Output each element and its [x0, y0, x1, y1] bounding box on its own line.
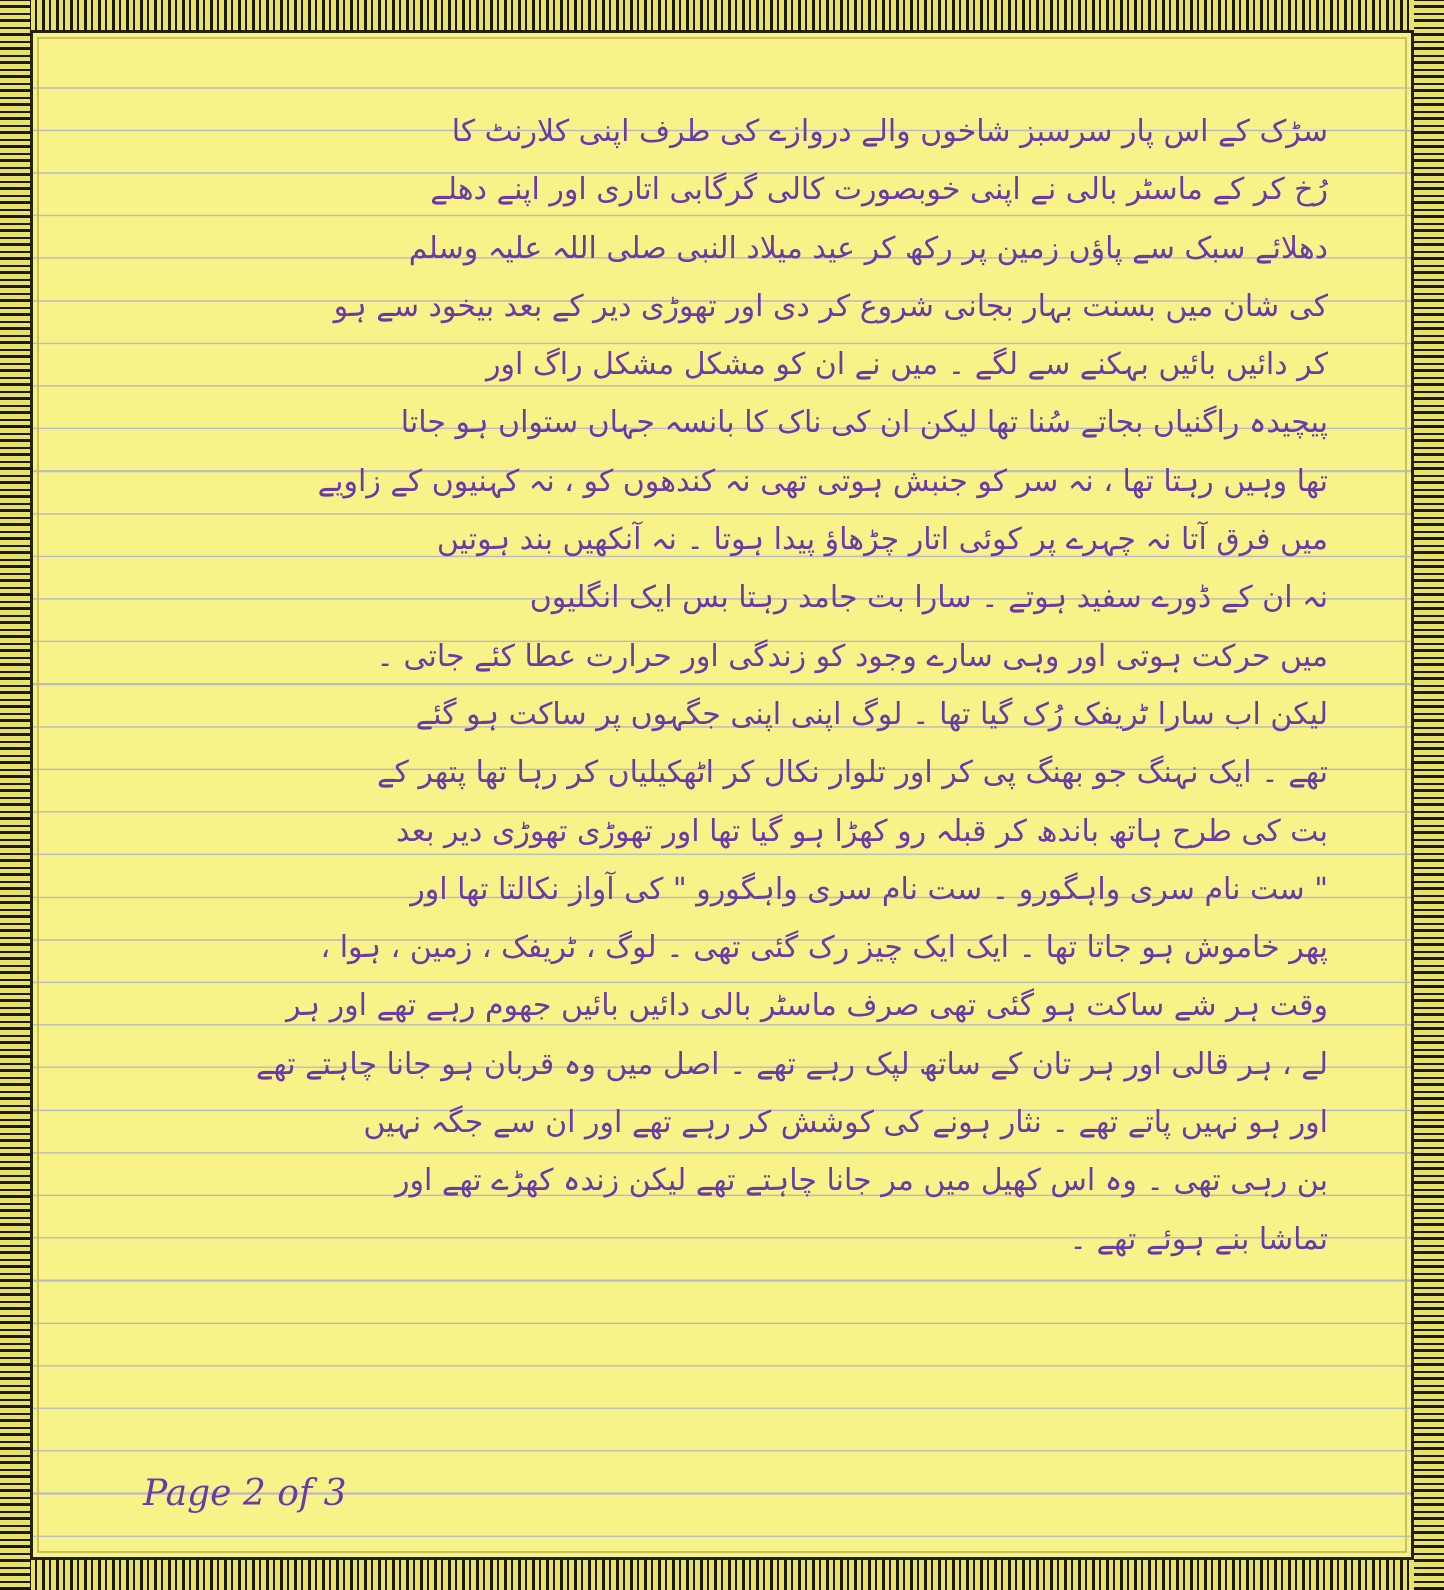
lined-paper: [30, 30, 1414, 1560]
text-line-15: پھر خاموش ہو جاتا تھا ۔ ایک ایک چیز رک گئی تھی ۔ لوگ ، ٹریفک ، زمین ، ہوا ،: [320, 930, 1328, 966]
page-number: Page 2 of 3: [143, 1473, 347, 1514]
text-line-5: کر دائیں بائیں بہکنے سے لگے ۔ میں نے ان کو مشکل مشکل راگ اور: [486, 347, 1328, 383]
text-line-17: لے ، ہر قالی اور ہر تان کے ساتھ لپک رہے تھے ۔ اصل میں وہ قربان ہو جانا چاہتے تھے: [255, 1046, 1328, 1082]
text-line-9: نہ ان کے ڈورے سفید ہوتے ۔ سارا بت جامد رہتا بس ایک انگلیوں: [529, 580, 1328, 616]
text-line-20: تماشا بنے ہوئے تھے ۔: [1069, 1221, 1328, 1257]
text-line-2: رُخ کر کے ماسٹر بالی نے اپنی خوبصورت کالی گرگابی اتاری اور اپنے دھلے: [430, 172, 1328, 208]
handwritten-text: [128, 103, 1328, 1269]
text-line-8: میں فرق آتا نہ چہرے پر کوئی اتار چڑھاؤ پیدا ہوتا ۔ نہ آنکھیں بند ہوتیں: [436, 522, 1328, 558]
text-line-14: " ست نام سری واہگورو ۔ ست نام سری واہگورو " کی آواز نکالتا تھا اور: [410, 871, 1328, 907]
text-line-6: پیچیدہ راگنیاں بجاتے سُنا تھا لیکن ان کی ناک کا بانسہ جہاں ستواں ہو جاتا: [400, 405, 1328, 441]
text-line-19: بن رہی تھی ۔ وہ اس کھیل میں مر جانا چاہتے تھے لیکن زندہ کھڑے تھے اور: [395, 1163, 1328, 1199]
text-line-7: تھا وہیں رہتا تھا ، نہ سر کو جنبش ہوتی تھی نہ کندھوں کو ، نہ کہنیوں کے زاویے: [317, 463, 1328, 499]
text-line-3: دھلائے سبک سے پاؤں زمین پر رکھ کر عید میلاد النبی صلی اللہ علیہ وسلم: [408, 230, 1328, 266]
text-line-16: وقت ہر شے ساکت ہو گئی تھی صرف ماسٹر بالی دائیں بائیں جھوم رہے تھے اور ہر: [286, 988, 1328, 1024]
text-line-11: لیکن اب سارا ٹریفک رُک گیا تھا ۔ لوگ اپنی اپنی جگہوں پر ساکت ہو گئے: [415, 696, 1328, 732]
text-line-1: سڑک کے اس پار سرسبز شاخوں والے دروازے کی طرف اپنی کلارنٹ کا: [451, 114, 1328, 149]
text-line-10: میں حرکت ہوتی اور وہی سارے وجود کو زندگی اور حرارت عطا کئے جاتی ۔: [376, 638, 1328, 674]
text-line-12: تھے ۔ ایک نہنگ جو بھنگ پی کر اور تلوار نکال کر اٹھکیلیاں کر رہا تھا پتھر کے: [376, 755, 1328, 791]
text-line-18: اور ہو نہیں پاتے تھے ۔ نثار ہونے کی کوشش کر رہے تھے اور ان سے جگہ نہیں: [363, 1105, 1328, 1141]
text-line-4: کی شان میں بسنت بہار بجانی شروع کر دی اور تھوڑی دیر کے بعد بیخود سے ہو: [333, 288, 1328, 324]
text-line-13: بت کی طرح ہاتھ باندھ کر قبلہ رو کھڑا ہو گیا تھا اور تھوڑی تھوڑی دیر بعد: [395, 813, 1328, 849]
